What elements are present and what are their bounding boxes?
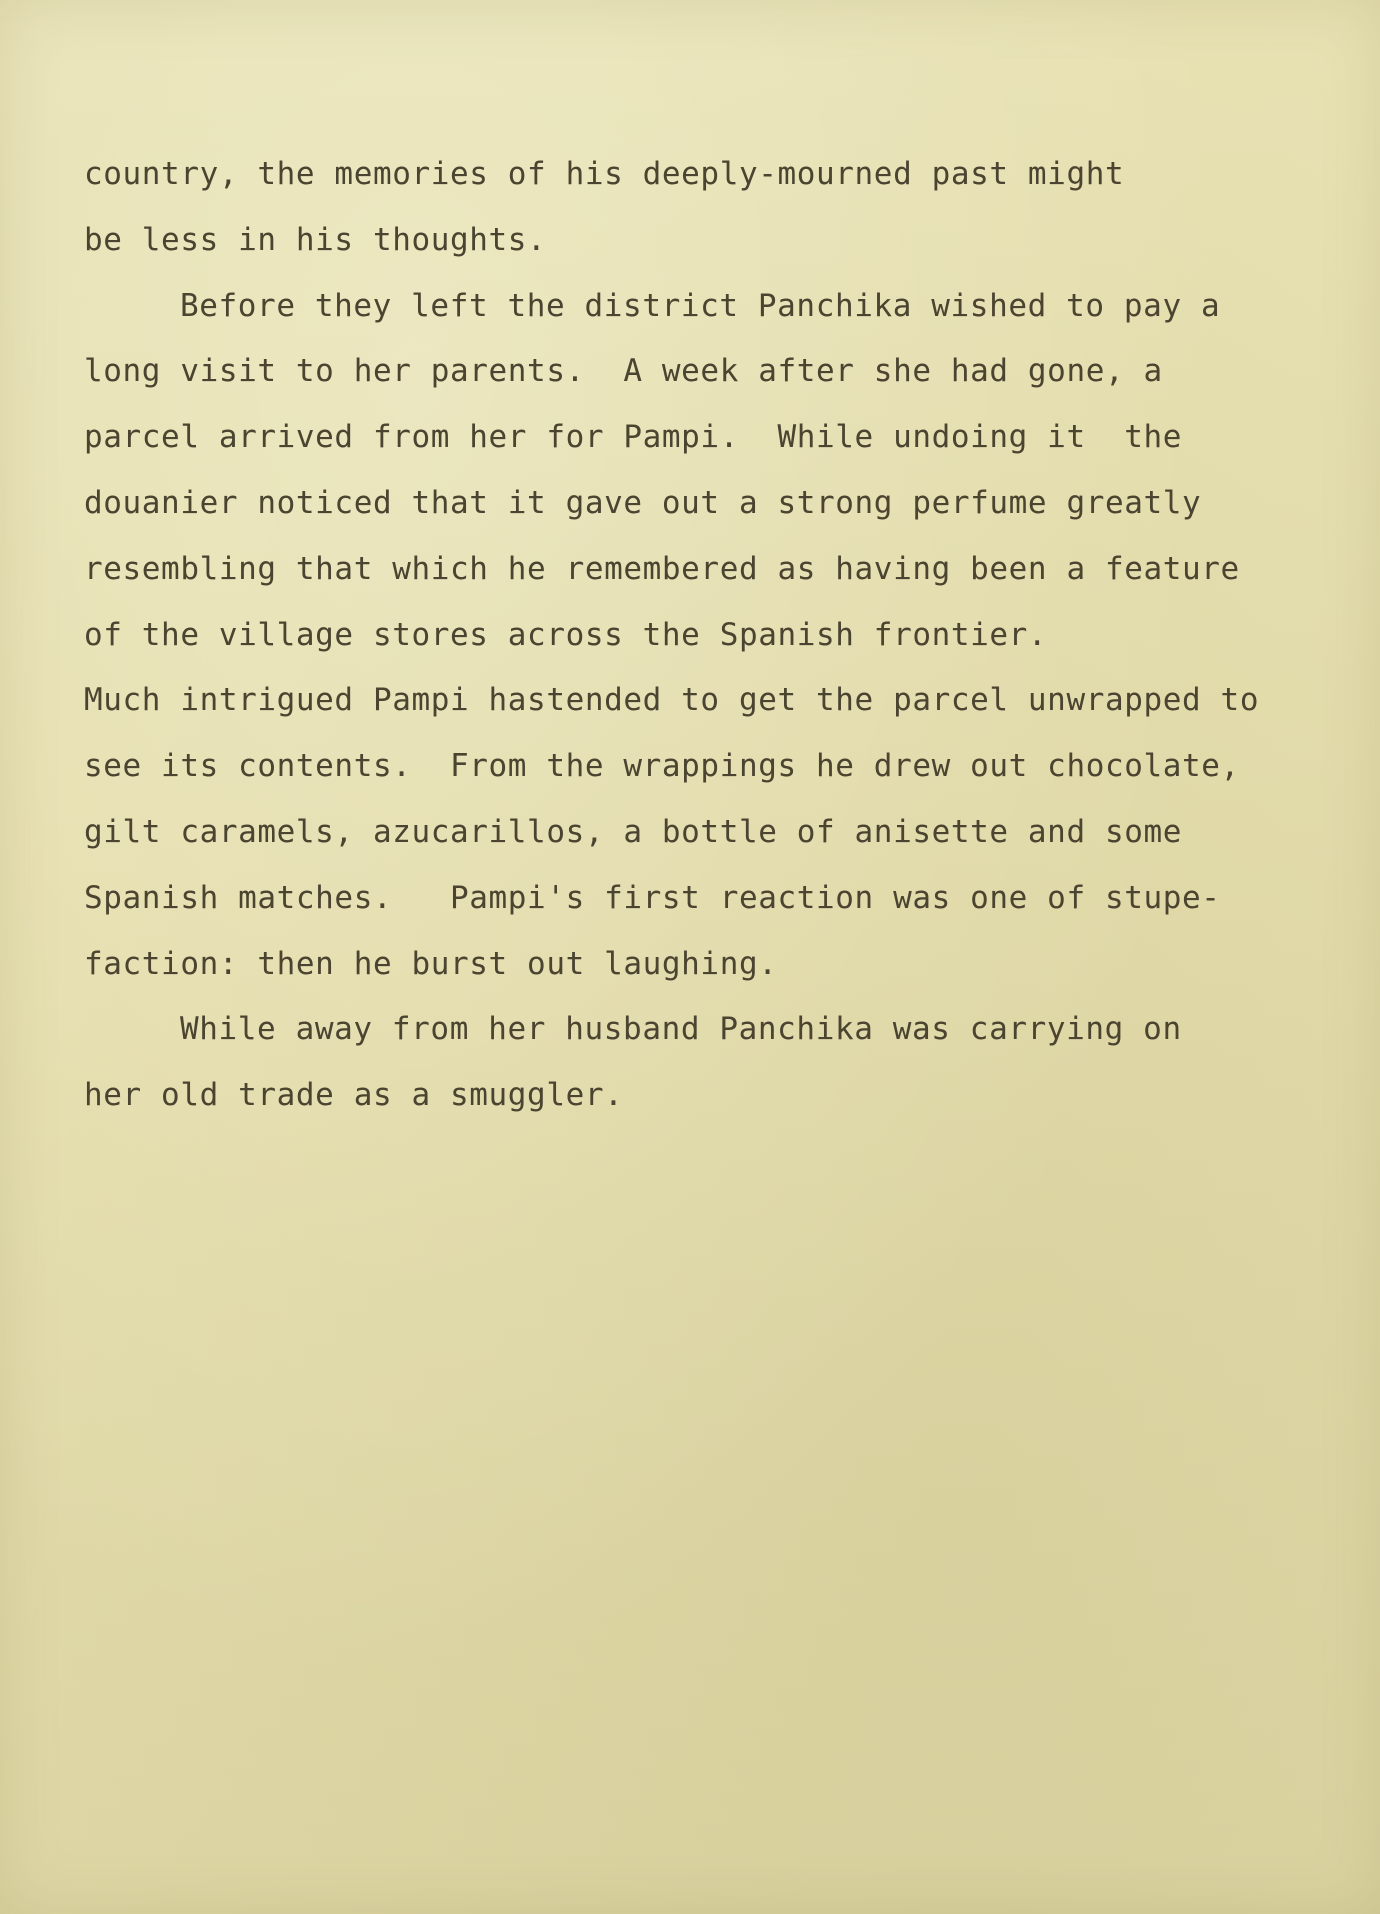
text-line: While away from her husband Panchika was carrying on [180, 1011, 1182, 1048]
text-line: see its contents. From the wrappings he drew out chocolate, [84, 748, 1240, 785]
text-line: long visit to her parents. A week after she had gone, a [84, 353, 1163, 390]
text-line: faction: then he burst out laughing. [84, 945, 778, 982]
text-line: Before they left the district Panchika wished to pay a [180, 287, 1221, 324]
text-line: parcel arrived from her for Pampi. While undoing it the [84, 419, 1183, 456]
text-line: douanier noticed that it gave out a strong perfume greatly [84, 484, 1202, 521]
text-line: her old trade as a smuggler. [84, 1077, 624, 1114]
text-line: be less in his thoughts. [84, 221, 547, 258]
body-text [84, 142, 1304, 1129]
text-line: resembling that which he remembered as having been a feature [84, 550, 1240, 587]
text-line: Spanish matches. Pampi's first reaction was one of stupe- [84, 879, 1221, 916]
text-line: country, the memories of his deeply-mourned past might [84, 156, 1125, 192]
text-line: Much intrigued Pampi hastended to get the parcel unwrapped to [84, 682, 1260, 719]
text-line: gilt caramels, azucarillos, a bottle of anisette and some [84, 813, 1183, 850]
text-line: of the village stores across the Spanish frontier. [84, 616, 1048, 653]
